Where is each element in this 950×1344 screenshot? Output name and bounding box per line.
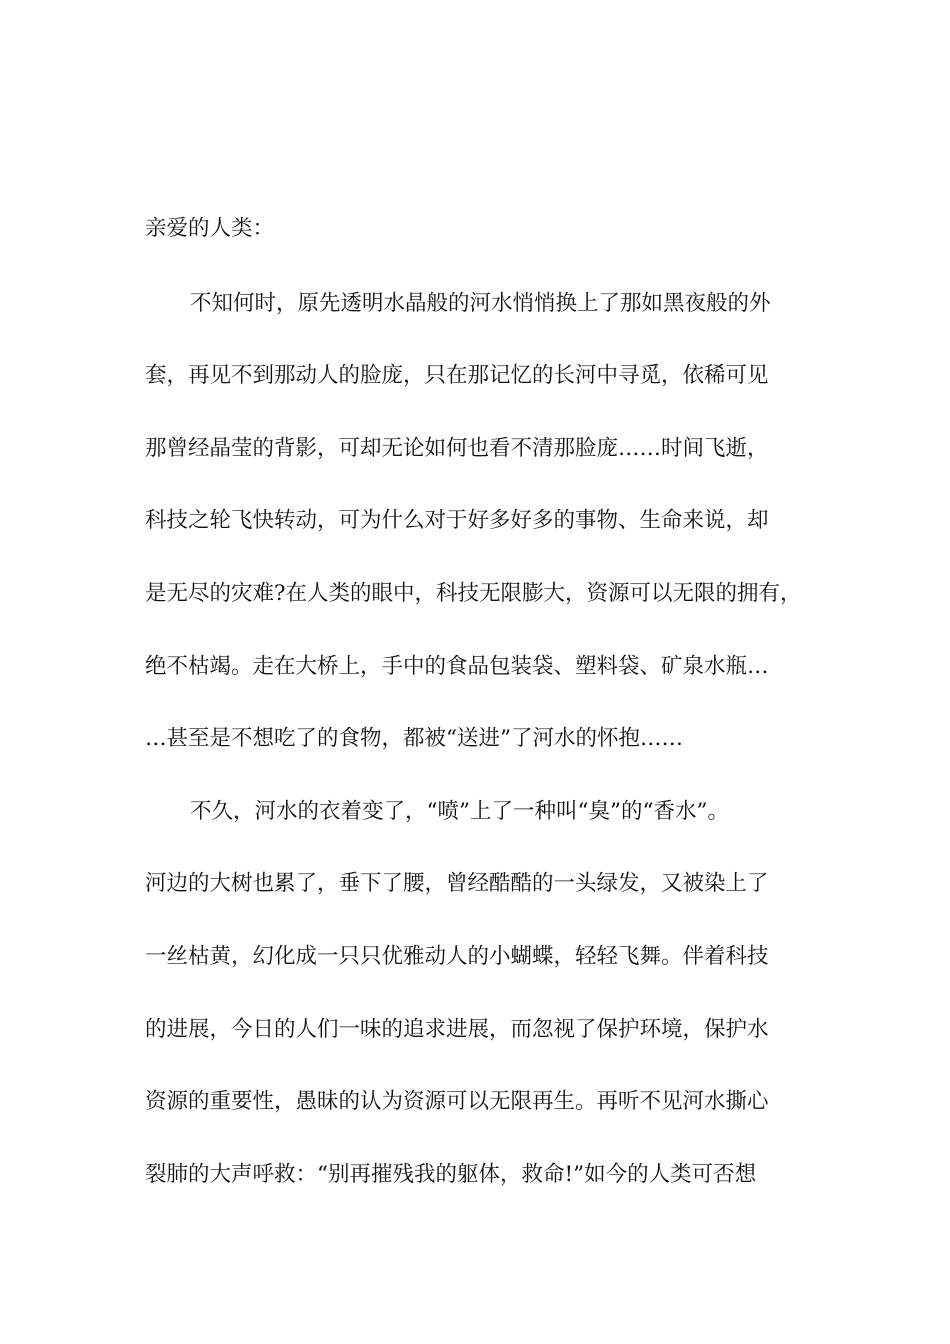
paragraph-1-line-7: …甚至是不想吃了的食物，都被“送进”了河水的怀抱…… <box>145 726 683 751</box>
paragraph-2-line-6: 裂肺的大声呼救：“别再摧残我的躯体，救命!”如今的人类可否想 <box>145 1162 757 1187</box>
paragraph-1-line-3: 那曾经晶莹的背影，可却无论如何也看不清那脸庞……时间飞逝， <box>145 436 769 461</box>
paragraph-2-line-4: 的进展，今日的人们一味的追求进展，而忽视了保护环境，保护水 <box>145 1017 769 1042</box>
paragraph-1-line-5: 是无尽的灾难?在人类的眼中，科技无限膨大，资源可以无限的拥有， <box>145 581 802 606</box>
paragraph-1-line-2: 套，再见不到那动人的脸庞，只在那记忆的长河中寻觅，依稀可见 <box>145 363 769 388</box>
paragraph-1-line-1: 不知何时，原先透明水晶般的河水悄悄换上了那如黑夜般的外 <box>190 291 771 316</box>
paragraph-2-line-2: 河边的大树也累了，垂下了腰，曾经酷酷的一头绿发，又被染上了 <box>145 871 769 896</box>
paragraph-2-line-3: 一丝枯黄，幻化成一只只优雅动人的小蝴蝶，轻轻飞舞。伴着科技 <box>145 944 769 969</box>
paragraph-1-line-6: 绝不枯竭。走在大桥上，手中的食品包装袋、塑料袋、矿泉水瓶… <box>145 654 769 679</box>
letter-salutation: 亲爱的人类： <box>145 216 275 241</box>
paragraph-1-line-4: 科技之轮飞快转动，可为什么对于好多好多的事物、生命来说，却 <box>145 508 769 533</box>
paragraph-2-line-1: 不久，河水的衣着变了，“喷”上了一种叫“臭”的“香水”。 <box>190 799 729 824</box>
paragraph-2-line-5: 资源的重要性，愚昧的认为资源可以无限再生。再听不见河水撕心 <box>145 1089 769 1114</box>
